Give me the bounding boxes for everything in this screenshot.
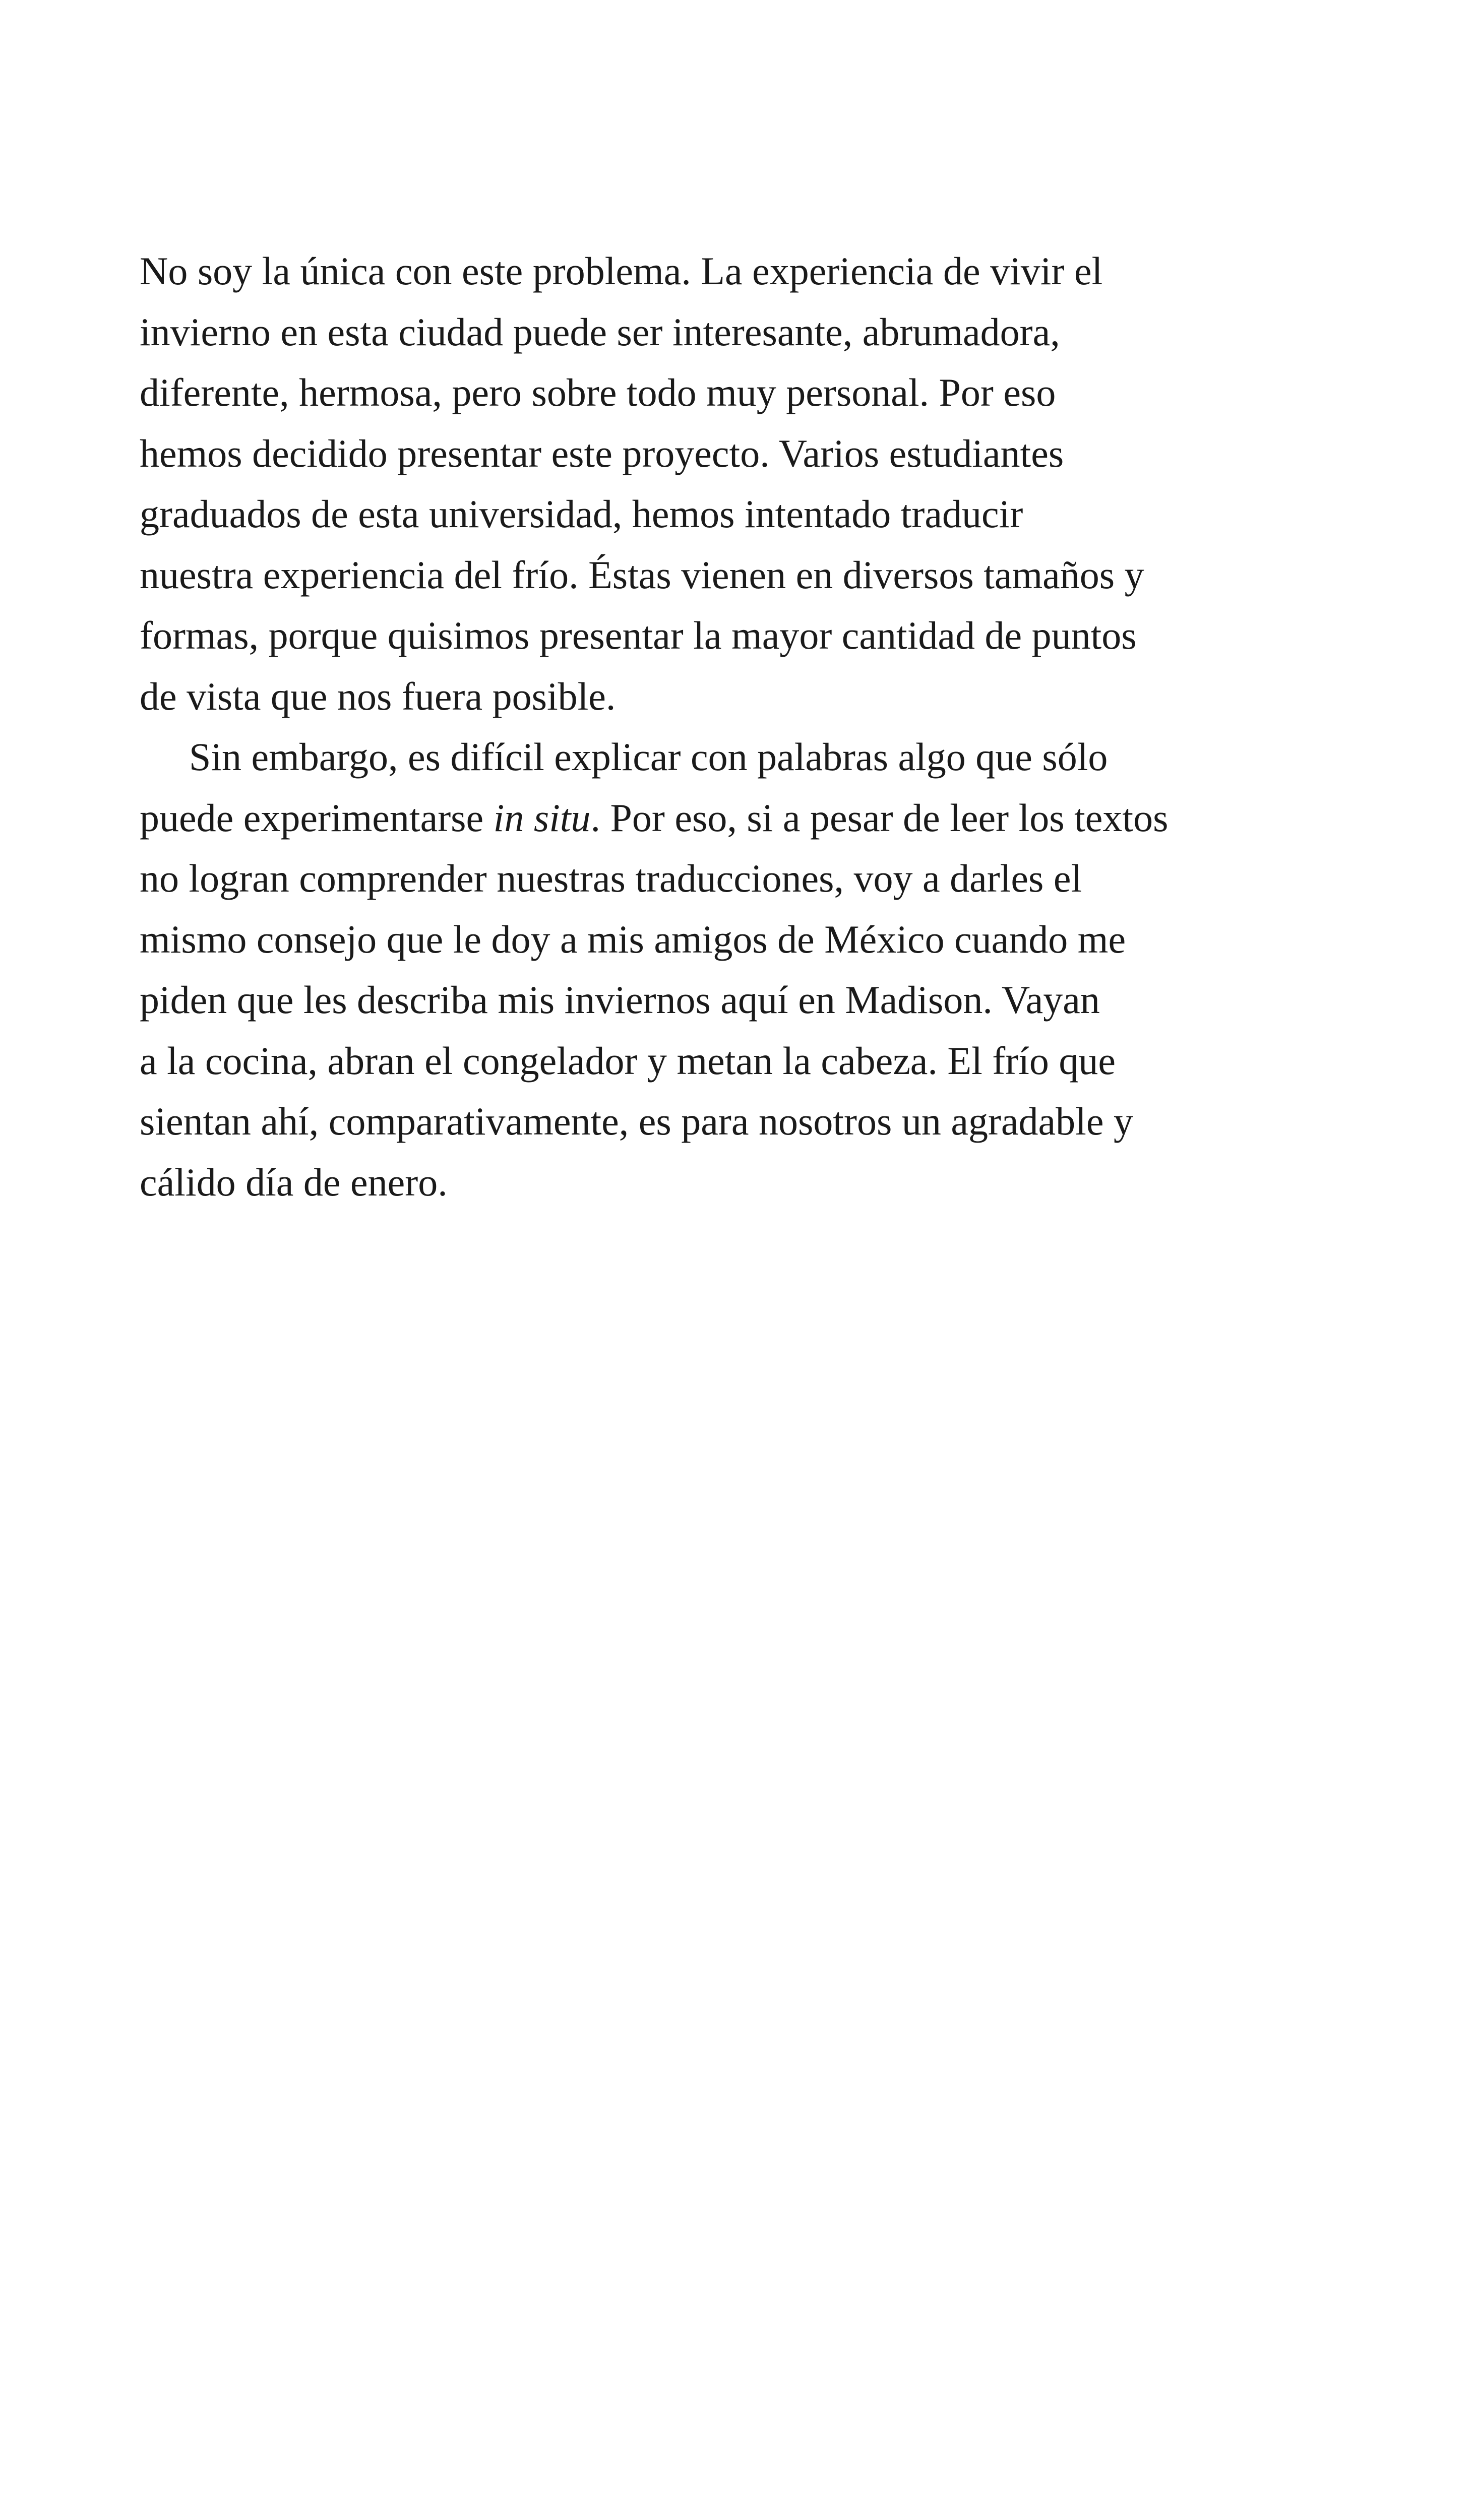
text-line: diferente, hermosa, pero sobre todo muy personal. Por eso (140, 370, 1056, 414)
text-line: cálido día de enero. (140, 1160, 448, 1204)
italic-phrase: in situ (493, 795, 591, 840)
text-line: no logran comprender nuestras traducciones, voy a darles el (140, 856, 1082, 900)
text-line: formas, porque quisimos presentar la mayor cantidad de puntos (140, 613, 1137, 657)
text-line: a la cocina, abran el congelador y metan la cabeza. El frío que (140, 1038, 1116, 1083)
body-text (140, 241, 1370, 1213)
text-line: sientan ahí, comparativamente, es para nosotros un agradable y (140, 1099, 1133, 1143)
text-line: de vista que nos fuera posible. (140, 674, 616, 718)
text-segment: . Por eso, si a pesar de leer los textos (590, 795, 1169, 840)
text-line: graduados de esta universidad, hemos intentado traducir (140, 492, 1023, 536)
text-line: hemos decidido presentar este proyecto. Varios estudiantes (140, 431, 1064, 475)
text-line: invierno en esta ciudad puede ser interesante, abrumadora, (140, 309, 1060, 354)
text-line: Sin embargo, es difícil explicar con palabras algo que sólo (189, 735, 1108, 779)
paragraph-2 (140, 727, 1370, 1213)
paragraph-1 (140, 241, 1370, 727)
text-line-with-italic (140, 788, 1370, 849)
text-line: No soy la única con este problema. La experiencia de vivir el (140, 249, 1103, 293)
text-line: mismo consejo que le doy a mis amigos de México cuando me (140, 917, 1126, 961)
text-line: nuestra experiencia del frío. Éstas vienen en diversos tamaños y (140, 552, 1144, 597)
text-segment: puede experimentarse (140, 795, 494, 840)
text-line: piden que les describa mis inviernos aquí en Madison. Vayan (140, 978, 1100, 1022)
